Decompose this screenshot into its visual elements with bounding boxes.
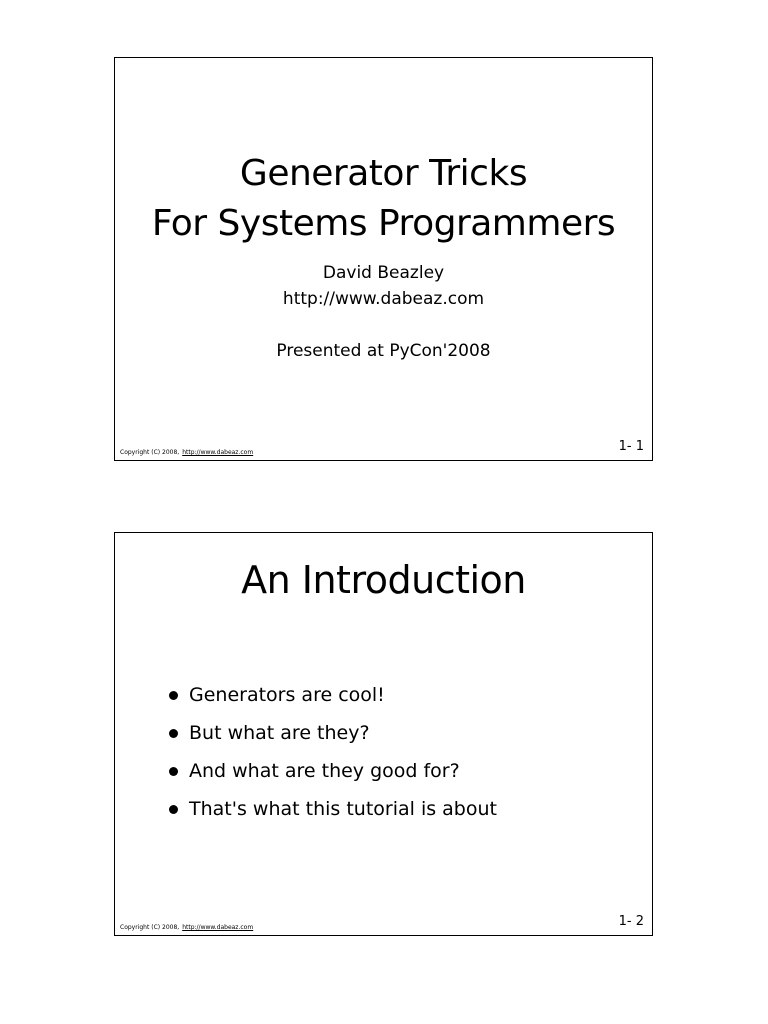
- bullet-dot-icon: [169, 691, 178, 700]
- author-url: http://www.dabeaz.com: [282, 289, 485, 309]
- copyright-link[interactable]: http://www.dabeaz.com: [182, 449, 254, 456]
- bullet-item: [169, 759, 497, 783]
- bullet-text: And what are they good for?: [189, 760, 460, 782]
- author-name: David Beazley: [322, 263, 445, 283]
- copyright-footer: [120, 449, 253, 457]
- copyright-footer: [120, 924, 253, 932]
- slide-title-line-1: Generator Tricks: [239, 153, 528, 194]
- slide-1: [114, 57, 653, 461]
- slide-title-line-2: For Systems Programmers: [151, 203, 616, 244]
- slide-number: 1- 2: [618, 914, 644, 929]
- bullet-dot-icon: [169, 729, 178, 738]
- slide-number: 1- 1: [618, 439, 644, 454]
- bullet-text: Generators are cool!: [189, 684, 385, 706]
- bullet-dot-icon: [169, 767, 178, 776]
- bullet-text: But what are they?: [189, 722, 370, 744]
- venue-text: Presented at PyCon'2008: [276, 341, 491, 361]
- bullet-dot-icon: [169, 805, 178, 814]
- slide-2: [114, 532, 653, 936]
- copyright-text: Copyright (C) 2008,: [120, 924, 180, 931]
- bullet-list: [169, 683, 497, 835]
- copyright-text: Copyright (C) 2008,: [120, 449, 180, 456]
- copyright-link[interactable]: http://www.dabeaz.com: [182, 924, 254, 931]
- bullet-text: That's what this tutorial is about: [189, 798, 497, 820]
- slide-title: An Introduction: [241, 558, 526, 602]
- bullet-item: [169, 721, 497, 745]
- bullet-item: [169, 797, 497, 821]
- bullet-item: [169, 683, 497, 707]
